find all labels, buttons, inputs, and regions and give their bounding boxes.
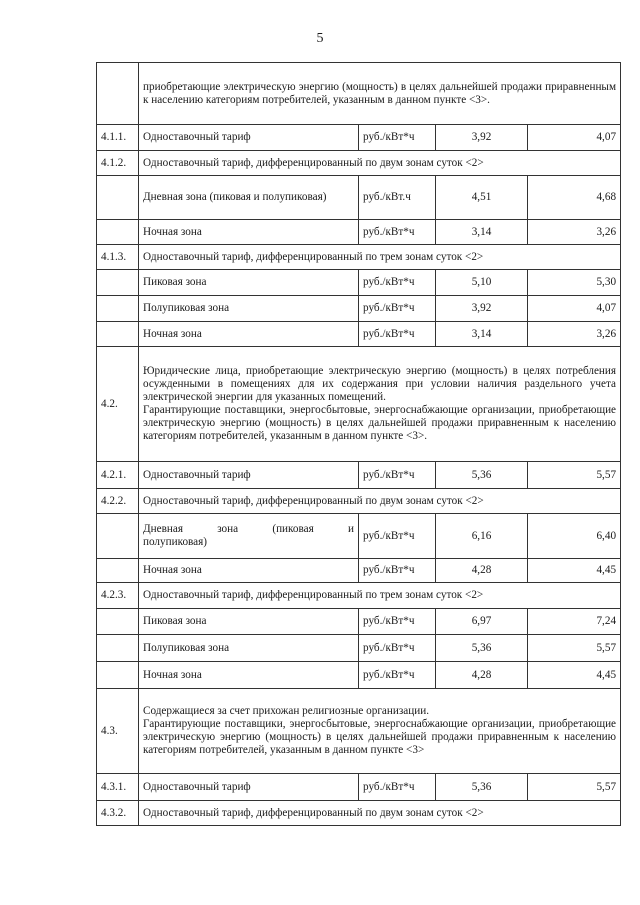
table-row: [97, 559, 621, 583]
unit-cell: руб./кВт*ч: [359, 125, 436, 151]
unit-cell: руб./кВт*ч: [359, 514, 436, 559]
value-first-half: 5,10: [436, 270, 528, 296]
row-number: 4.1.2.: [97, 151, 139, 176]
zone-name: Ночная зона: [139, 662, 359, 689]
description-paragraph: Гарантирующие поставщики, энергосбытовые, энергоснабжающие организации, приобретающие электрическую энергию (мощность) в целях дальнейшей продажи приравненным к населению категориям потребителей, указанным в данном пункте <3>.: [143, 404, 617, 442]
unit-cell: руб./кВт*ч: [359, 559, 436, 583]
row-number-cell: [97, 63, 139, 125]
category-description: [139, 347, 621, 462]
table-row: [97, 635, 621, 662]
value-second-half: 5,57: [528, 635, 621, 662]
value-first-half: 4,28: [436, 662, 528, 689]
value-first-half: 3,14: [436, 322, 528, 347]
row-number: 4.1.1.: [97, 125, 139, 151]
unit-cell: руб./кВт*ч: [359, 462, 436, 489]
tariff-name: Одноставочный тариф, дифференцированный по двум зонам суток <2>: [139, 801, 621, 826]
unit-cell: руб./кВт*ч: [359, 774, 436, 801]
row-number-cell: [97, 514, 139, 559]
zone-name: Полупиковая зона: [139, 296, 359, 322]
value-first-half: 4,51: [436, 176, 528, 220]
page-number: 5: [316, 31, 324, 46]
zone-name: Пиковая зона: [139, 609, 359, 635]
unit-cell: руб./кВт*ч: [359, 220, 436, 245]
zone-name: Дневная зона (пиковая и полупиковая): [139, 176, 359, 220]
zone-name-word: (пиковая: [272, 523, 314, 535]
row-number-cell: [97, 662, 139, 689]
table-row: [97, 151, 621, 176]
table-row: [97, 662, 621, 689]
table-row: [97, 63, 621, 125]
zone-name: Ночная зона: [139, 220, 359, 245]
row-number-cell: [97, 296, 139, 322]
table-row: [97, 583, 621, 609]
unit-cell: руб./кВт*ч: [359, 296, 436, 322]
table-row: [97, 347, 621, 462]
tariff-name: Одноставочный тариф: [139, 462, 359, 489]
table-row: [97, 296, 621, 322]
row-number-cell: [97, 609, 139, 635]
tariff-name: Одноставочный тариф, дифференцированный по трем зонам суток <2>: [139, 245, 621, 270]
zone-name: Ночная зона: [139, 559, 359, 583]
zone-name-word: и: [347, 523, 354, 535]
value-second-half: 7,24: [528, 609, 621, 635]
table-row: [97, 220, 621, 245]
value-first-half: 3,92: [436, 125, 528, 151]
row-number: 4.2.3.: [97, 583, 139, 609]
table-row: [97, 514, 621, 559]
table-row: [97, 609, 621, 635]
value-second-half: 4,45: [528, 662, 621, 689]
table-row: [97, 125, 621, 151]
zone-name: [139, 514, 359, 559]
value-second-half: 4,68: [528, 176, 621, 220]
value-second-half: 5,57: [528, 462, 621, 489]
tariff-table: [96, 62, 621, 826]
category-description: [139, 689, 621, 774]
zone-name-word: зона: [217, 523, 239, 535]
zone-name: Пиковая зона: [139, 270, 359, 296]
zone-name-line: [143, 523, 354, 536]
value-second-half: 5,57: [528, 774, 621, 801]
value-second-half: 5,30: [528, 270, 621, 296]
unit-cell: руб./кВт*ч: [359, 322, 436, 347]
value-first-half: 6,97: [436, 609, 528, 635]
value-second-half: 4,07: [528, 125, 621, 151]
value-second-half: 3,26: [528, 220, 621, 245]
table-row: [97, 801, 621, 826]
value-first-half: 6,16: [436, 514, 528, 559]
value-second-half: 4,07: [528, 296, 621, 322]
row-number-cell: [97, 220, 139, 245]
table-row: [97, 774, 621, 801]
row-number: 4.1.3.: [97, 245, 139, 270]
table-row: [97, 462, 621, 489]
row-number: 4.3.: [97, 689, 139, 774]
table-row: [97, 270, 621, 296]
table-row: [97, 245, 621, 270]
value-first-half: 5,36: [436, 774, 528, 801]
tariff-name: Одноставочный тариф: [139, 774, 359, 801]
row-number-cell: [97, 559, 139, 583]
row-number: 4.3.2.: [97, 801, 139, 826]
zone-name: Полупиковая зона: [139, 635, 359, 662]
value-first-half: 5,36: [436, 462, 528, 489]
value-second-half: 4,45: [528, 559, 621, 583]
description-paragraph: Юридические лица, приобретающие электрическую энергию (мощность) в целях потребления осужденными в помещениях для их содержания при условии наличия раздельного учета электрической энергии для указанных помещений.: [143, 365, 617, 403]
table-row: [97, 176, 621, 220]
tariff-name: Одноставочный тариф, дифференцированный по двум зонам суток <2>: [139, 489, 621, 514]
row-number-cell: [97, 270, 139, 296]
unit-cell: руб./кВт*ч: [359, 635, 436, 662]
description-paragraph: Гарантирующие поставщики, энергосбытовые, энергоснабжающие организации, приобретающие электрическую энергию (мощность) в целях дальнейшей продажи приравненным к населению категориям потребителей, указанным в данном пункте <3>: [143, 718, 617, 756]
row-number: 4.2.1.: [97, 462, 139, 489]
unit-cell: руб./кВт.ч: [359, 176, 436, 220]
table-row: [97, 489, 621, 514]
tariff-name: Одноставочный тариф: [139, 125, 359, 151]
row-number: 4.3.1.: [97, 774, 139, 801]
row-number: 4.2.2.: [97, 489, 139, 514]
value-first-half: 4,28: [436, 559, 528, 583]
value-second-half: 3,26: [528, 322, 621, 347]
value-first-half: 3,92: [436, 296, 528, 322]
row-number-cell: [97, 322, 139, 347]
category-description: приобретающие электрическую энергию (мощность) в целях дальнейшей продажи приравненным к населению категориям потребителей, указанным в данном пункте <3>.: [139, 63, 621, 125]
row-number-cell: [97, 635, 139, 662]
value-second-half: 6,40: [528, 514, 621, 559]
zone-name-word: Дневная: [143, 523, 183, 535]
value-first-half: 3,14: [436, 220, 528, 245]
description-paragraph: Содержащиеся за счет прихожан религиозные организации.: [143, 705, 430, 717]
unit-cell: руб./кВт*ч: [359, 662, 436, 689]
unit-cell: руб./кВт*ч: [359, 609, 436, 635]
tariff-name: Одноставочный тариф, дифференцированный по двум зонам суток <2>: [139, 151, 621, 176]
zone-name: Ночная зона: [139, 322, 359, 347]
value-first-half: 5,36: [436, 635, 528, 662]
row-number: 4.2.: [97, 347, 139, 462]
unit-cell: руб./кВт*ч: [359, 270, 436, 296]
row-number-cell: [97, 176, 139, 220]
table-row: [97, 689, 621, 774]
zone-name-line: полупиковая): [143, 536, 208, 548]
tariff-name: Одноставочный тариф, дифференцированный по трем зонам суток <2>: [139, 583, 621, 609]
table-row: [97, 322, 621, 347]
